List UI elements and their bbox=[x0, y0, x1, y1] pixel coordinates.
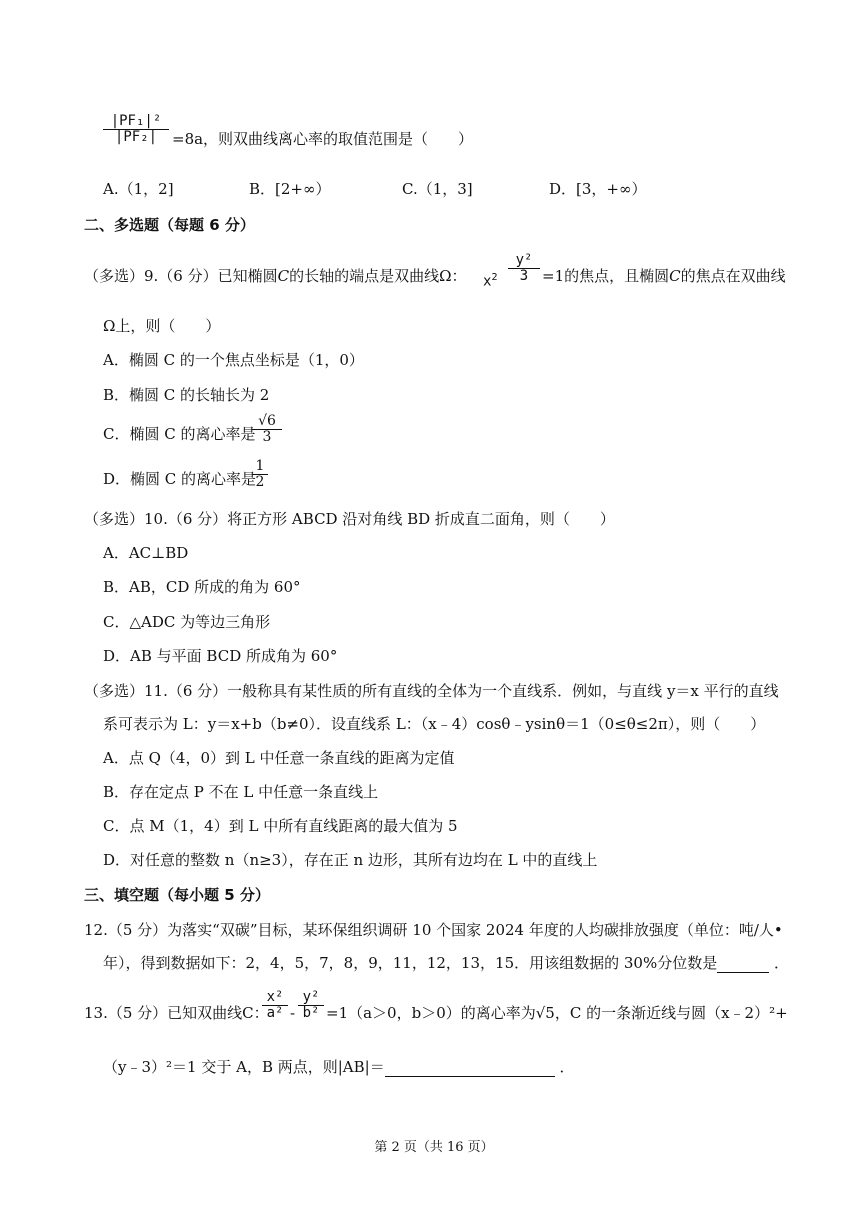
q9-frac-den: 3 bbox=[519, 268, 529, 284]
q9-option-d-fraction bbox=[252, 459, 268, 490]
q11-line2: 系可表示为 L：y＝x+b（b≠0）．设直线系 L：（x﹣4）cosθ﹣ysinθ＝1（0≤θ≤2π），则（ ） bbox=[103, 715, 766, 733]
q9-option-c: C．椭圆 C 的离心率是 bbox=[103, 425, 256, 443]
q9-option-b: B．椭圆 C 的长轴长为 2 bbox=[103, 386, 270, 404]
q9-frac-num: y² bbox=[508, 253, 540, 269]
q8-option-d: D．[3，+∞） bbox=[549, 180, 647, 198]
q8-fraction bbox=[103, 114, 169, 145]
q13-line2 bbox=[103, 1057, 575, 1077]
q8-frac-den: |PF₂| bbox=[114, 129, 158, 145]
q8-option-a: A.（1，2] bbox=[103, 180, 174, 198]
q9-after bbox=[542, 266, 786, 286]
q8-text: =8a，则双曲线离心率的取值范围是（ ） bbox=[172, 130, 474, 148]
section-title-fill-in: 三、填空题（每小题 5 分） bbox=[84, 886, 270, 904]
q10-stem: （多选）10.（6 分）将正方形 ABCD 沿对角线 BD 折成直二面角，则（ ） bbox=[84, 510, 615, 528]
q9-after-text: =1的焦点，且椭圆 bbox=[542, 267, 670, 285]
q10-option-a: A．AC⊥BD bbox=[103, 544, 189, 562]
q13-f1-num: x² bbox=[262, 990, 288, 1006]
q13-end: ． bbox=[559, 1058, 575, 1076]
q13-f2-den: b² bbox=[302, 1005, 320, 1021]
q13-f2-num: y² bbox=[298, 990, 324, 1006]
section-title-multi-choice: 二、多选题（每题 6 分） bbox=[84, 216, 255, 234]
q11-line1: （多选）11.（6 分）一般称具有某性质的所有直线的全体为一个直线系．例如，与直线 y＝x 平行的直线 bbox=[84, 682, 779, 700]
q13-line2-text: （y﹣3）²＝1 交于 A，B 两点，则|AB|＝ bbox=[103, 1058, 385, 1076]
q9-option-c-num: √6 bbox=[252, 414, 282, 430]
q9-stem bbox=[84, 266, 467, 286]
q8-option-c: C.（1，3] bbox=[402, 180, 473, 198]
q13-prefix: 13.（5 分）已知双曲线C： bbox=[84, 1004, 269, 1022]
q9-option-c-den: 3 bbox=[262, 429, 272, 445]
q9-prefix: （多选）9.（6 分）已知椭圆 bbox=[84, 267, 278, 285]
q12-line1: 12.（5 分）为落实“双碳”目标，某环保组织调研 10 个国家 2024 年度的人均碳排放强度（单位：吨/人• bbox=[84, 921, 783, 939]
q9-line2: Ω上，则（ ） bbox=[103, 317, 221, 335]
q9-fraction bbox=[508, 253, 540, 284]
q9-option-d-num: 1 bbox=[252, 459, 268, 475]
q9-option-d-den: 2 bbox=[255, 474, 265, 490]
q10-option-c: C．△ADC 为等边三角形 bbox=[103, 613, 271, 631]
q12-line2 bbox=[103, 953, 789, 973]
q8-frac-num: |PF₁|² bbox=[103, 114, 169, 130]
page-footer: 第 2 页（共 16 页） bbox=[374, 1140, 494, 1155]
q13-dash: - bbox=[290, 1004, 296, 1022]
q10-option-b: B．AB，CD 所成的角为 60° bbox=[103, 578, 301, 596]
q11-option-d: D．对任意的整数 n（n≥3），存在正 n 边形，其所有边均在 L 中的直线上 bbox=[103, 851, 598, 869]
q13-fraction-2 bbox=[298, 990, 324, 1021]
q10-option-d: D．AB 与平面 BCD 所成角为 60° bbox=[103, 647, 338, 665]
q13-answer-blank[interactable] bbox=[385, 1058, 555, 1077]
q12-line2-text: 年），得到数据如下：2，4，5，7，8，9，11，12，13，15．用该组数据的 30%分位数是 bbox=[103, 954, 718, 972]
q9-c1: C bbox=[277, 267, 290, 285]
q11-option-a: A．点 Q（4，0）到 L 中任意一条直线的距离为定值 bbox=[103, 749, 455, 767]
q12-answer-blank[interactable] bbox=[717, 954, 769, 973]
q8-option-b: B．[2+∞） bbox=[249, 180, 331, 198]
q9-option-a: A．椭圆 C 的一个焦点坐标是（1，0） bbox=[103, 351, 364, 369]
q9-option-c-fraction bbox=[252, 414, 282, 445]
q13-f1-den: a² bbox=[266, 1005, 284, 1021]
q13-condition: =1（a＞0，b＞0）的离心率为√5，C 的一条渐近线与圆（x﹣2）²+ bbox=[326, 1004, 788, 1022]
q11-option-c: C．点 M（1，4）到 L 中所有直线距离的最大值为 5 bbox=[103, 817, 458, 835]
q13-fraction-1 bbox=[262, 990, 288, 1021]
q9-tail: 的焦点在双曲线 bbox=[680, 267, 786, 285]
q9-x2 bbox=[483, 268, 497, 292]
q9-mid: 的长轴的端点是双曲线Ω： bbox=[289, 267, 467, 285]
q9-c2: C bbox=[669, 267, 681, 285]
q9-exp: 2 bbox=[491, 272, 498, 283]
q9-x: x bbox=[483, 273, 492, 290]
q11-option-b: B．存在定点 P 不在 L 中任意一条直线上 bbox=[103, 783, 379, 801]
q9-option-d: D．椭圆 C 的离心率是 bbox=[103, 470, 257, 488]
q12-end: ． bbox=[774, 954, 790, 972]
